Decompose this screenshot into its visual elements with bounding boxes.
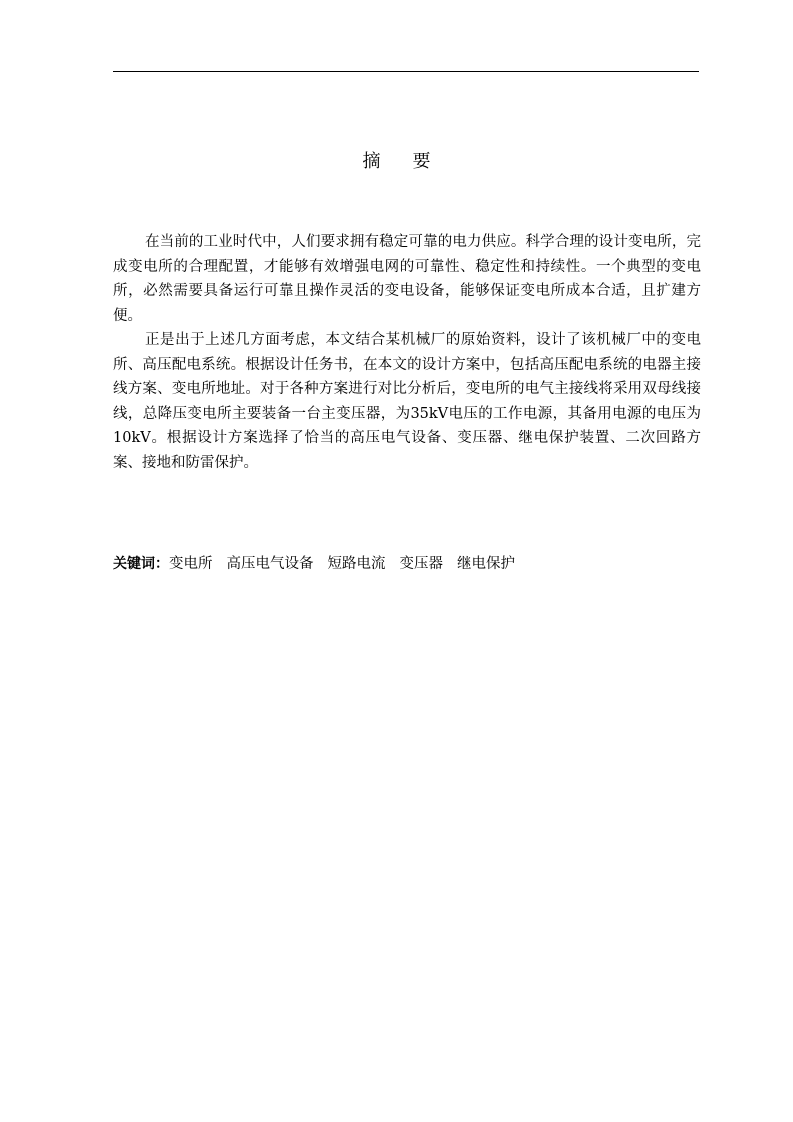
- keyword-item: 短路电流: [327, 556, 386, 572]
- keyword-item: 继电保护: [457, 556, 515, 572]
- title-char-1: 摘: [362, 151, 381, 172]
- keyword-item: 变电所: [169, 556, 213, 572]
- abstract-body: [113, 230, 701, 475]
- keyword-item: 高压电气设备: [226, 556, 314, 572]
- keywords-line: [113, 552, 701, 576]
- title-char-2: 要: [412, 151, 431, 172]
- keyword-item: 变压器: [399, 556, 443, 572]
- abstract-paragraph-1: 在当前的工业时代中，人们要求拥有稳定可靠的电力供应。科学合理的设计变电所，完成变电所的合理配置，才能够有效增强电网的可靠性、稳定性和持续性。一个典型的变电所，必然需要具备运行可靠且操作灵活的变电设备，能够保证变电所成本合适，且扩建方便。: [113, 234, 701, 324]
- header-rule: [113, 71, 699, 72]
- abstract-paragraph-2: 正是出于上述几方面考虑，本文结合某机械厂的原始资料，设计了该机械厂中的变电所、高压配电系统。根据设计任务书，在本文的设计方案中，包括高压配电系统的电器主接线方案、变电所地址。对于各种方案进行对比分析后，变电所的电气主接线将采用双母线接线，总降压变电所主要装备一台主变压器，为35kV电压的工作电源，其备用电源的电压为10kV。根据设计方案选择了恰当的高压电气设备、变压器、继电保护装置、二次回路方案、接地和防雷保护。: [113, 332, 701, 471]
- abstract-title: [0, 150, 793, 174]
- keywords-label: 关键词：: [113, 556, 169, 572]
